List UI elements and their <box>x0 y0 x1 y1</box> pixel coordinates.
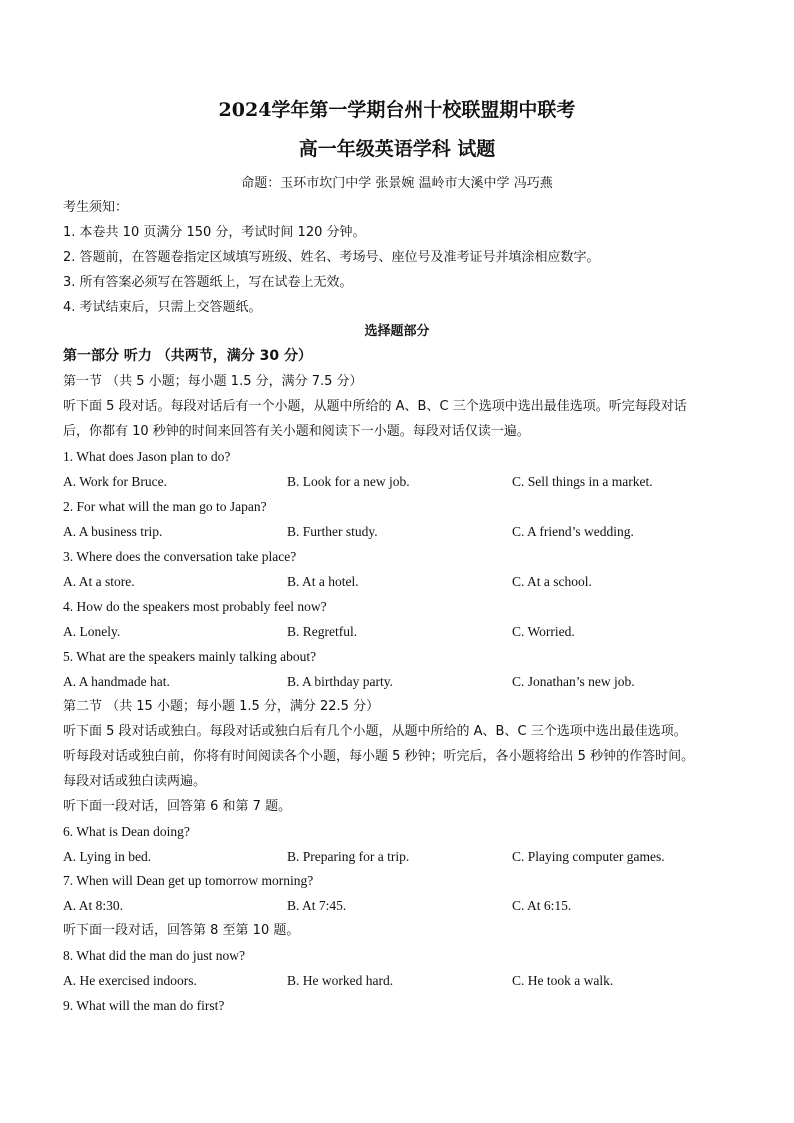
question-stem: 9. What will the man do first? <box>63 998 225 1013</box>
option-a: A. At a store. <box>63 574 135 589</box>
exam-subtitle: 高一年级英语学科 试题 <box>298 138 496 160</box>
sec2-heading: 第二节 （共 15 小题；每小题 1.5 分，满分 22.5 分） <box>63 699 380 714</box>
notice-item: 3. 所有答案必须写在答题纸上，写在试卷上无效。 <box>63 275 353 290</box>
option-c: C. Jonathan’s new job. <box>512 674 635 689</box>
option-a: A. A business trip. <box>63 524 163 539</box>
question-stem: 3. Where does the conversation take place? <box>63 549 297 564</box>
option-c: C. At 6:15. <box>512 898 572 913</box>
option-a: A. A handmade hat. <box>63 674 170 689</box>
option-b: B. Regretful. <box>287 624 358 639</box>
sec2-instructions: 听下面 5 段对话或独白。每段对话或独白后有几个小题，从题中所给的 A、B、C 三个选项中选出最佳选项。 <box>63 724 687 739</box>
option-c: C. At a school. <box>512 574 592 589</box>
sec2-instructions: 每段对话或独白读两遍。 <box>63 774 207 789</box>
option-c: C. He took a walk. <box>512 973 614 988</box>
dialogue-lead: 听下面一段对话，回答第 8 至第 10 题。 <box>63 923 300 938</box>
option-c: C. Sell things in a market. <box>512 474 653 489</box>
option-b: B. At 7:45. <box>287 898 347 913</box>
notice-item: 1. 本卷共 10 页满分 150 分，考试时间 120 分钟。 <box>63 225 366 240</box>
dialogue-lead: 听下面一段对话，回答第 6 和第 7 题。 <box>63 799 292 814</box>
question-stem: 2. For what will the man go to Japan? <box>63 499 267 514</box>
option-b: B. Preparing for a trip. <box>287 849 410 864</box>
notice-heading: 考生须知： <box>63 200 129 215</box>
option-c: C. Playing computer games. <box>512 849 665 864</box>
option-b: B. At a hotel. <box>287 574 359 589</box>
question-stem: 6. What is Dean doing? <box>63 824 190 839</box>
sec1-instructions: 听下面 5 段对话。每段对话后有一个小题，从题中所给的 A、B、C 三个选项中选出最佳选项。听完每段对话 <box>63 399 687 414</box>
authors-line: 命题：玉环市坎门中学 张景婉 温岭市大溪中学 冯巧燕 <box>241 176 553 191</box>
exam-title: 2024学年第一学期台州十校联盟期中联考 <box>218 99 576 121</box>
option-c: C. A friend’s wedding. <box>512 524 634 539</box>
notice-item: 4. 考试结束后，只需上交答题纸。 <box>63 300 262 315</box>
question-stem: 1. What does Jason plan to do? <box>63 449 231 464</box>
option-a: A. At 8:30. <box>63 898 124 913</box>
sec1-heading: 第一节 （共 5 小题；每小题 1.5 分，满分 7.5 分） <box>63 374 363 389</box>
option-a: A. Lying in bed. <box>63 849 152 864</box>
option-b: B. He worked hard. <box>287 973 394 988</box>
option-b: B. Look for a new job. <box>287 474 410 489</box>
sec1-instructions: 后，你都有 10 秒钟的时间来回答有关小题和阅读下一小题。每段对话仅读一遍。 <box>63 424 530 439</box>
option-b: B. Further study. <box>287 524 378 539</box>
sec2-instructions: 听每段对话或独白前，你将有时间阅读各个小题，每小题 5 秒钟；听完后，各小题将给出 5 秒钟的作答时间。 <box>63 749 695 764</box>
option-a: A. Work for Bruce. <box>63 474 168 489</box>
section-title: 选择题部分 <box>364 324 430 339</box>
part1-heading: 第一部分 听力 （共两节，满分 30 分） <box>63 348 312 364</box>
question-stem: 7. When will Dean get up tomorrow morning? <box>63 873 314 888</box>
question-stem: 5. What are the speakers mainly talking about? <box>63 649 317 664</box>
question-stem: 8. What did the man do just now? <box>63 948 245 963</box>
notice-item: 2. 答题前，在答题卷指定区域填写班级、姓名、考场号、座位号及准考证号并填涂相应数字。 <box>63 250 600 265</box>
option-c: C. Worried. <box>512 624 575 639</box>
option-a: A. He exercised indoors. <box>63 973 197 988</box>
option-b: B. A birthday party. <box>287 674 393 689</box>
option-a: A. Lonely. <box>63 624 121 639</box>
question-stem: 4. How do the speakers most probably feel now? <box>63 599 327 614</box>
